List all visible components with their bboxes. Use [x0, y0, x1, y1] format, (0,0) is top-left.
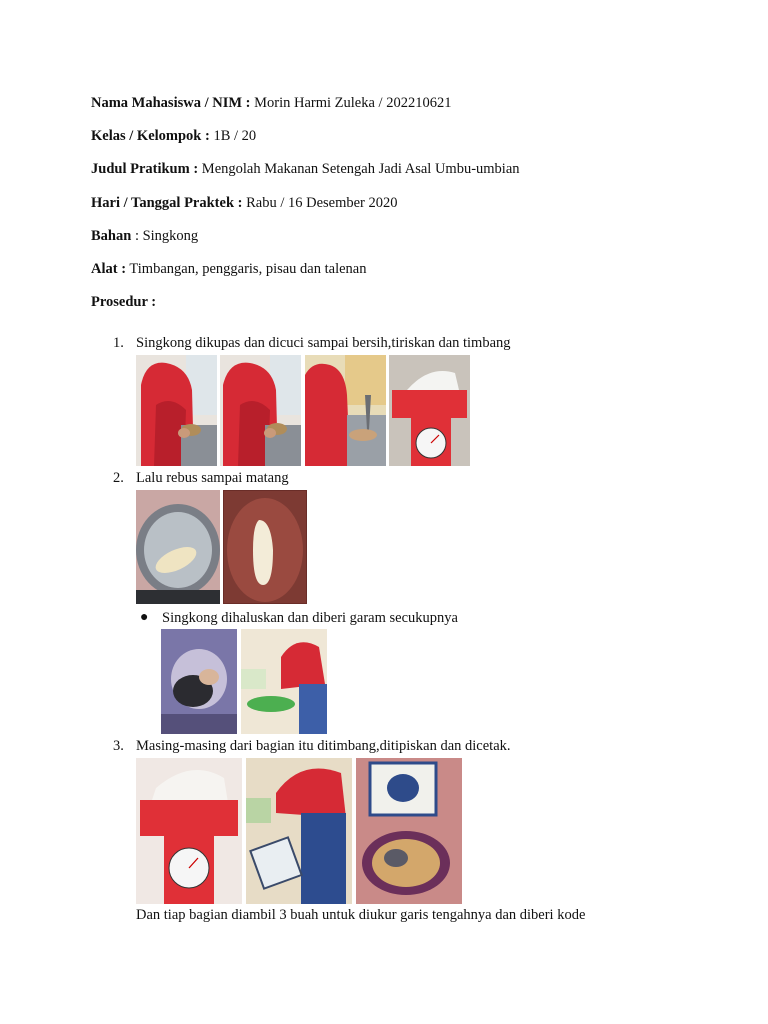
bahan-value: Singkong: [142, 228, 199, 244]
photo-weighing-2: [136, 758, 242, 904]
kelas-line: [91, 128, 256, 145]
photo-flattening: [246, 758, 352, 904]
photo-salting: [241, 629, 327, 734]
nama-value: Morin Harmi Zuleka / 202210621: [254, 95, 452, 111]
photo-washing: [305, 355, 386, 466]
photo-molding: [356, 758, 462, 904]
step-1-text: Singkong dikupas dan dicuci sampai bersih,tiriskan dan timbang: [136, 335, 511, 351]
step-2-number: 2.: [113, 470, 124, 486]
hari-value: Rabu / 16 Desember 2020: [246, 195, 398, 211]
alat-label: Alat :: [91, 261, 127, 277]
photo-mashing: [161, 629, 237, 734]
footer-text: Dan tiap bagian diambil 3 buah untuk diukur garis tengahnya dan diberi kode: [136, 907, 586, 923]
photo-weighing-1: [389, 355, 470, 466]
judul-line: [91, 161, 520, 178]
bullet-icon: ●: [140, 610, 149, 625]
judul-value: Mengolah Makanan Setengah Jadi Asal Umbu-umbian: [201, 161, 520, 177]
step-3-text: Masing-masing dari bagian itu ditimbang,ditipiskan dan dicetak.: [136, 738, 511, 754]
bahan-line: Bahan : Singkong: [91, 228, 199, 244]
bahan-label: Bahan: [91, 228, 132, 244]
step-mash-text: Singkong dihaluskan dan diberi garam secukupnya: [162, 610, 458, 626]
step-1-number: 1.: [113, 335, 124, 351]
photo-peeling-1: [136, 355, 217, 466]
photo-boiling: [136, 490, 220, 604]
nama-label: Nama Mahasiswa / NIM :: [91, 95, 251, 111]
judul-label: Judul Pratikum :: [91, 161, 199, 177]
prosedur-line: [91, 294, 156, 311]
kelas-label: Kelas / Kelompok :: [91, 128, 210, 144]
step-3-number: 3.: [113, 738, 124, 754]
hari-label: Hari / Tanggal Praktek :: [91, 195, 243, 211]
kelas-value: 1B / 20: [213, 128, 257, 144]
step-2-text: Lalu rebus sampai matang: [136, 470, 289, 486]
hari-line: [91, 195, 398, 212]
alat-value: Timbangan, penggaris, pisau dan talenan: [129, 261, 367, 277]
nama-line: [91, 95, 451, 112]
photo-draining: [223, 490, 307, 604]
prosedur-label: Prosedur :: [91, 294, 157, 310]
photo-peeling-2: [220, 355, 301, 466]
alat-line: [91, 261, 366, 278]
